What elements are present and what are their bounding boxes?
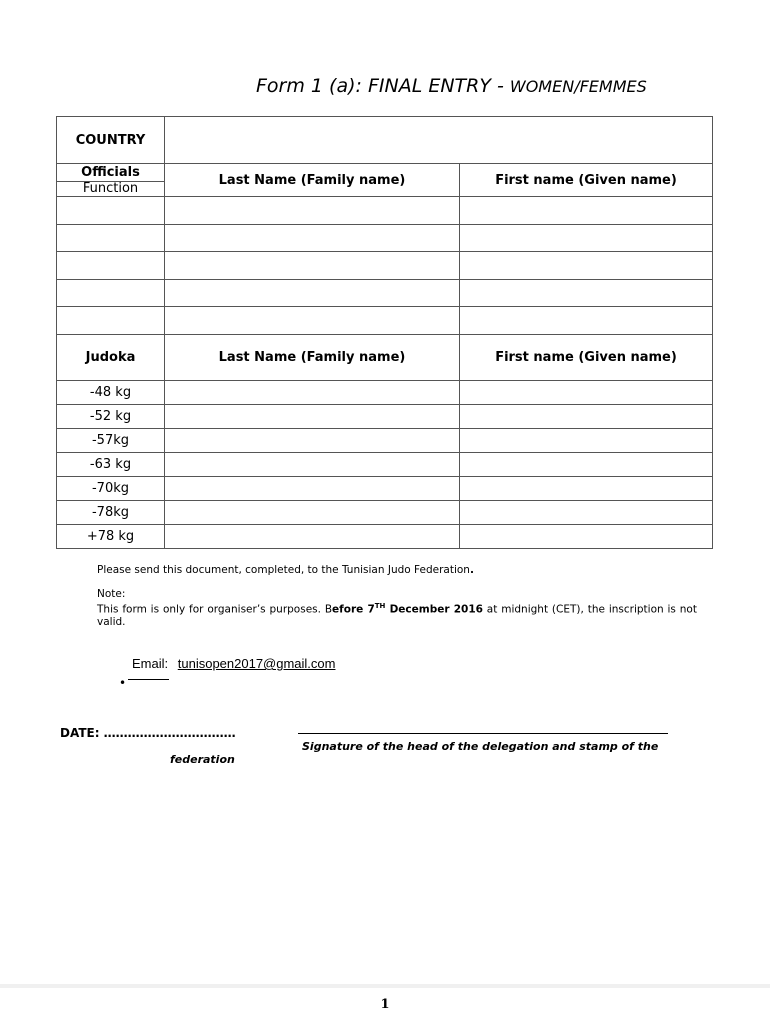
judoka-row xyxy=(57,405,713,429)
judoka-label: Judoka xyxy=(57,335,165,381)
page-number: 1 xyxy=(380,997,390,1012)
country-row xyxy=(57,117,713,164)
official-last-name-field[interactable] xyxy=(165,307,460,335)
email-link[interactable]: tunisopen2017@gmail.com xyxy=(177,656,336,671)
judoka-last-name-field[interactable] xyxy=(165,429,460,453)
form-title-main: Form 1 (a): FINAL ENTRY - xyxy=(256,75,510,97)
bullet-underline xyxy=(128,679,169,680)
official-first-name-field[interactable] xyxy=(460,252,713,280)
email-line xyxy=(132,656,335,671)
judoka-last-name-field[interactable] xyxy=(165,477,460,501)
official-row xyxy=(57,252,713,280)
notes-block xyxy=(97,564,697,628)
officials-header-row xyxy=(57,164,713,197)
judoka-last-name-field[interactable] xyxy=(165,501,460,525)
entry-table xyxy=(56,116,713,549)
page-footer-divider xyxy=(0,984,770,988)
official-function-field[interactable] xyxy=(57,307,165,335)
bullet-icon: • xyxy=(119,676,127,690)
judoka-first-name-field[interactable] xyxy=(460,501,713,525)
signature-caption-cont: federation xyxy=(170,753,235,766)
judoka-row xyxy=(57,453,713,477)
judoka-first-name-header: First name (Given name) xyxy=(460,335,713,381)
date-label: DATE: …………………………… xyxy=(60,726,236,740)
signature-line xyxy=(298,733,668,734)
note-label: Note: xyxy=(97,588,126,600)
official-last-name-field[interactable] xyxy=(165,280,460,307)
deadline-date-b: December 2016 xyxy=(385,603,483,616)
officials-label: Officials xyxy=(57,165,164,182)
weight-class-label: -57kg xyxy=(57,429,165,453)
official-first-name-field[interactable] xyxy=(460,197,713,225)
official-last-name-field[interactable] xyxy=(165,225,460,252)
signature-caption: Signature of the head of the delegation and stamp of the xyxy=(302,740,659,753)
judoka-last-name-field[interactable] xyxy=(165,453,460,477)
official-row xyxy=(57,225,713,252)
send-instruction: Please send this document, completed, to the Tunisian Judo Federation. xyxy=(97,564,474,576)
official-function-field[interactable] xyxy=(57,280,165,307)
email-label: Email: xyxy=(132,656,169,671)
judoka-row xyxy=(57,381,713,405)
officials-first-name-header: First name (Given name) xyxy=(460,164,713,197)
judoka-first-name-field[interactable] xyxy=(460,429,713,453)
weight-class-label: +78 kg xyxy=(57,525,165,549)
judoka-first-name-field[interactable] xyxy=(460,477,713,501)
judoka-row xyxy=(57,501,713,525)
official-first-name-field[interactable] xyxy=(460,280,713,307)
official-last-name-field[interactable] xyxy=(165,197,460,225)
officials-function-cell xyxy=(57,164,165,197)
judoka-first-name-field[interactable] xyxy=(460,453,713,477)
form-title xyxy=(256,75,647,97)
official-row xyxy=(57,197,713,225)
judoka-row xyxy=(57,429,713,453)
judoka-row xyxy=(57,525,713,549)
deadline-date-a: efore 7 xyxy=(332,603,375,616)
official-function-field[interactable] xyxy=(57,197,165,225)
judoka-row xyxy=(57,477,713,501)
judoka-first-name-field[interactable] xyxy=(460,405,713,429)
judoka-first-name-field[interactable] xyxy=(460,381,713,405)
official-first-name-field[interactable] xyxy=(460,225,713,252)
judoka-last-name-field[interactable] xyxy=(165,525,460,549)
judoka-last-name-field[interactable] xyxy=(165,405,460,429)
country-label: COUNTRY xyxy=(57,117,165,164)
weight-class-label: -48 kg xyxy=(57,381,165,405)
deadline-note xyxy=(97,600,697,628)
judoka-last-name-header: Last Name (Family name) xyxy=(165,335,460,381)
weight-class-label: -70kg xyxy=(57,477,165,501)
form-title-sub: WOMEN/FEMMES xyxy=(509,77,647,96)
weight-class-label: -52 kg xyxy=(57,405,165,429)
deadline-text-b: at midnight (CET), the inscription is not valid. xyxy=(97,603,697,628)
official-row xyxy=(57,280,713,307)
official-row xyxy=(57,307,713,335)
judoka-header-row xyxy=(57,335,713,381)
deadline-text-a: This form is only for organiser’s purposes. B xyxy=(97,603,333,616)
officials-last-name-header: Last Name (Family name) xyxy=(165,164,460,197)
function-label: Function xyxy=(82,180,139,196)
official-last-name-field[interactable] xyxy=(165,252,460,280)
judoka-first-name-field[interactable] xyxy=(460,525,713,549)
country-field[interactable] xyxy=(165,117,713,164)
deadline-date-sup: TH xyxy=(374,602,386,610)
official-function-field[interactable] xyxy=(57,225,165,252)
weight-class-label: -78kg xyxy=(57,501,165,525)
send-text: Please send this document, completed, to the Tunisian Judo Federation xyxy=(97,564,470,576)
official-first-name-field[interactable] xyxy=(460,307,713,335)
weight-class-label: -63 kg xyxy=(57,453,165,477)
official-function-field[interactable] xyxy=(57,252,165,280)
judoka-last-name-field[interactable] xyxy=(165,381,460,405)
